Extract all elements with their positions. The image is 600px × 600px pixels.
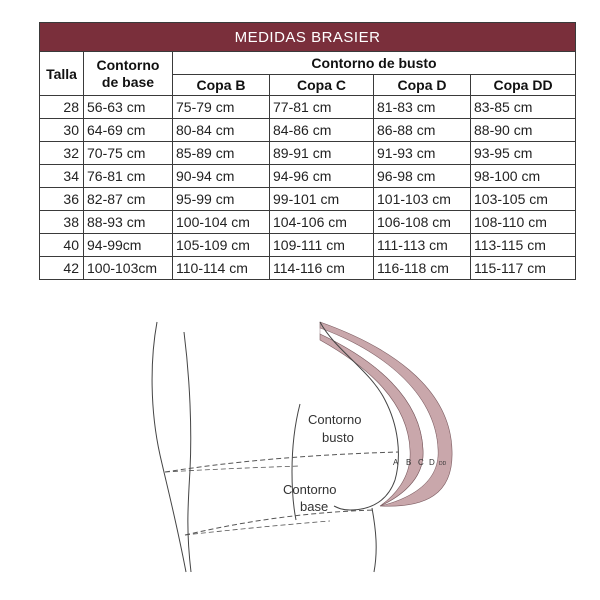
cell-talla: 34 <box>40 165 84 188</box>
cell-copa-d: 81-83 cm <box>374 96 471 119</box>
cell-talla: 32 <box>40 142 84 165</box>
cell-base: 76-81 cm <box>84 165 173 188</box>
cell-copa-dd: 108-110 cm <box>471 211 576 234</box>
cell-base: 100-103cm <box>84 257 173 280</box>
cell-copa-b: 85-89 cm <box>173 142 270 165</box>
header-talla: Talla <box>40 52 84 96</box>
header-contorno-base-text: Contorno de base <box>96 56 160 90</box>
cell-talla: 42 <box>40 257 84 280</box>
cell-copa-dd: 115-117 cm <box>471 257 576 280</box>
cell-copa-b: 110-114 cm <box>173 257 270 280</box>
cell-copa-dd: 113-115 cm <box>471 234 576 257</box>
cell-copa-dd: 88-90 cm <box>471 119 576 142</box>
cell-talla: 36 <box>40 188 84 211</box>
cup-letter-b: B <box>406 458 412 467</box>
label-contorno-busto-line1: Contorno <box>308 412 362 427</box>
cell-talla: 28 <box>40 96 84 119</box>
cell-copa-d: 86-88 cm <box>374 119 471 142</box>
header-copa-c: Copa C <box>270 75 374 96</box>
header-contorno-busto: Contorno de busto <box>173 52 576 75</box>
cell-copa-c: 89-91 cm <box>270 142 374 165</box>
back-outline <box>152 322 186 572</box>
back-inner-outline <box>184 332 191 572</box>
cell-copa-c: 114-116 cm <box>270 257 374 280</box>
cell-talla: 40 <box>40 234 84 257</box>
cell-copa-d: 91-93 cm <box>374 142 471 165</box>
cell-talla: 38 <box>40 211 84 234</box>
cell-copa-b: 75-79 cm <box>173 96 270 119</box>
cell-copa-dd: 83-85 cm <box>471 96 576 119</box>
cell-copa-b: 90-94 cm <box>173 165 270 188</box>
cell-base: 70-75 cm <box>84 142 173 165</box>
base-measure-line <box>185 510 375 535</box>
base-measure-line-back <box>185 521 330 535</box>
cell-base: 82-87 cm <box>84 188 173 211</box>
cell-base: 64-69 cm <box>84 119 173 142</box>
cell-copa-d: 106-108 cm <box>374 211 471 234</box>
label-contorno-base-line1: Contorno <box>283 482 337 497</box>
cell-copa-dd: 98-100 cm <box>471 165 576 188</box>
cell-copa-dd: 93-95 cm <box>471 142 576 165</box>
cell-copa-c: 99-101 cm <box>270 188 374 211</box>
cell-copa-c: 104-106 cm <box>270 211 374 234</box>
cell-base: 94-99cm <box>84 234 173 257</box>
cup-letter-c: C <box>418 458 424 467</box>
header-copa-b: Copa B <box>173 75 270 96</box>
lower-front-outline <box>372 508 376 572</box>
cell-copa-d: 96-98 cm <box>374 165 471 188</box>
cell-base: 88-93 cm <box>84 211 173 234</box>
header-copa-dd: Copa DD <box>471 75 576 96</box>
cell-copa-b: 95-99 cm <box>173 188 270 211</box>
cell-copa-d: 101-103 cm <box>374 188 471 211</box>
cell-copa-d: 116-118 cm <box>374 257 471 280</box>
cup-letter-dd: DD <box>439 461 447 467</box>
cell-copa-dd: 103-105 cm <box>471 188 576 211</box>
cell-copa-c: 77-81 cm <box>270 96 374 119</box>
cup-letter-a: A <box>393 458 399 467</box>
cell-copa-b: 80-84 cm <box>173 119 270 142</box>
cell-talla: 30 <box>40 119 84 142</box>
table-title: MEDIDAS BRASIER <box>40 23 576 52</box>
cell-copa-b: 100-104 cm <box>173 211 270 234</box>
cell-copa-b: 105-109 cm <box>173 234 270 257</box>
cell-copa-d: 111-113 cm <box>374 234 471 257</box>
label-contorno-busto-line2: busto <box>322 430 354 445</box>
cell-copa-c: 84-86 cm <box>270 119 374 142</box>
cell-copa-c: 109-111 cm <box>270 234 374 257</box>
cell-base: 56-63 cm <box>84 96 173 119</box>
arm-outline <box>292 404 300 520</box>
bust-measure-line <box>165 452 398 472</box>
label-contorno-base-line2: base <box>300 499 329 514</box>
cup-letter-d: D <box>429 458 435 467</box>
cell-copa-c: 94-96 cm <box>270 165 374 188</box>
header-copa-d: Copa D <box>374 75 471 96</box>
